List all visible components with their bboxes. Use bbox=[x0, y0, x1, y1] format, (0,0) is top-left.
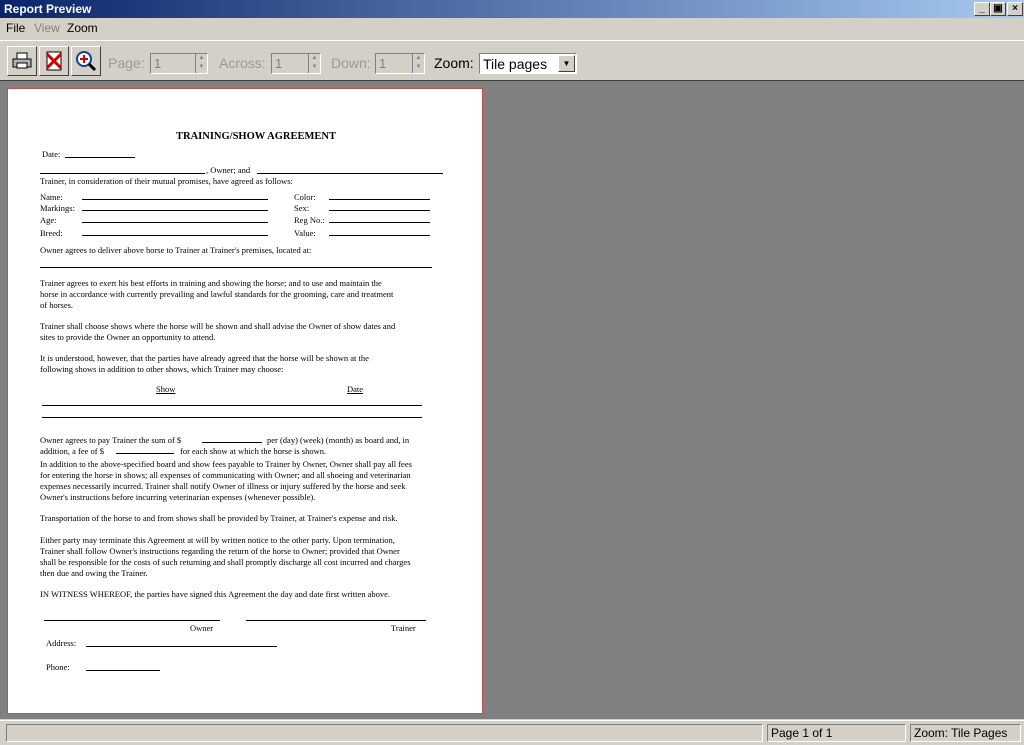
close-button[interactable]: × bbox=[1007, 2, 1023, 16]
close-document-icon bbox=[44, 51, 64, 71]
title-bar bbox=[0, 0, 1024, 18]
date-line bbox=[65, 157, 135, 158]
shows-paragraph-line2: sites to provide the Owner an opportunity to attend. bbox=[40, 332, 216, 342]
owner-signature-line bbox=[44, 620, 220, 621]
fees-paragraph-line3: expenses necessarily incurred. Trainer shall notify Owner of illness or injury suffered by the horse and seek bbox=[40, 481, 406, 491]
efforts-paragraph-line2: horse in accordance with currently prevailing and lawful standards for the grooming, care and treatment bbox=[40, 289, 394, 299]
down-spinner[interactable] bbox=[375, 53, 425, 74]
value-label: Value: bbox=[294, 228, 316, 238]
zoom-button[interactable] bbox=[71, 46, 101, 76]
markings-line bbox=[82, 210, 268, 211]
reg-no-label: Reg No.: bbox=[294, 215, 325, 225]
print-button[interactable] bbox=[7, 46, 37, 76]
across-spinner[interactable] bbox=[271, 53, 321, 74]
owner-and-text: , Owner; and bbox=[206, 165, 251, 175]
name-label: Name: bbox=[40, 192, 63, 202]
spinner-arrows-icon[interactable]: ▲ ▼ bbox=[195, 54, 207, 73]
date-column-header: Date bbox=[347, 384, 364, 394]
fees-paragraph-line4: Owner's instructions before incurring veterinarian expenses (whenever possible). bbox=[40, 492, 316, 502]
zoom-label: Zoom: bbox=[434, 55, 474, 71]
fee-text-b: for each show at which the horse is shown. bbox=[180, 446, 327, 456]
status-page-count: Page 1 of 1 bbox=[767, 724, 906, 742]
color-label: Color: bbox=[294, 192, 316, 202]
fee-text-a: addition, a fee of $ bbox=[40, 446, 104, 456]
efforts-paragraph-line3: of horses. bbox=[40, 300, 74, 310]
show-entry-line bbox=[42, 405, 422, 406]
show-column-header: Show bbox=[156, 384, 176, 394]
spinner-arrows-icon[interactable]: ▲ ▼ bbox=[412, 54, 424, 73]
across-label: Across: bbox=[219, 55, 266, 71]
page-value: 1 bbox=[154, 56, 162, 71]
owner-signature-label: Owner bbox=[190, 623, 214, 633]
across-value: 1 bbox=[275, 56, 283, 71]
fees-paragraph-line2: for entering the horse in shows; all expenses of communicating with Owner; and all shoeing and veterinarian bbox=[40, 470, 411, 480]
color-line bbox=[329, 199, 430, 200]
show-entry-line bbox=[42, 417, 422, 418]
status-message bbox=[6, 724, 763, 742]
transport-paragraph: Transportation of the horse to and from shows shall be provided by Trainer, at Trainer's expense and risk. bbox=[40, 513, 398, 523]
date-label: Date: bbox=[42, 149, 61, 159]
breed-line bbox=[82, 235, 268, 236]
terminate-paragraph-line1: Either party may terminate this Agreement at will by written notice to the other party. Upon termination, bbox=[40, 535, 395, 545]
payment-text-a: Owner agrees to pay Trainer the sum of $ bbox=[40, 435, 182, 445]
fees-paragraph-line1: In addition to the above-specified board and show fees payable to Trainer by Owner, Owner shall pay all fees bbox=[40, 459, 412, 469]
terminate-paragraph-line3: shall be responsible for the costs of such returning and shall promptly discharge all cost incurred and charges bbox=[40, 557, 411, 567]
board-sum-line bbox=[202, 442, 262, 443]
age-label: Age: bbox=[40, 215, 57, 225]
name-line bbox=[82, 199, 268, 200]
show-fee-line bbox=[116, 453, 174, 454]
zoom-select-value: Tile pages bbox=[483, 56, 548, 72]
down-label: Down: bbox=[331, 55, 371, 71]
deliver-paragraph: Owner agrees to deliver above horse to Trainer at Trainer's premises, located at: bbox=[40, 245, 312, 255]
premises-line bbox=[40, 267, 432, 268]
trainer-name-line bbox=[257, 173, 443, 174]
chevron-down-icon[interactable]: ▼ bbox=[558, 55, 575, 72]
magnifier-icon bbox=[75, 50, 97, 72]
efforts-paragraph-line1: Trainer agrees to exert his best efforts in training and showing the horse; and to use and maintain the bbox=[40, 278, 382, 288]
terminate-paragraph-line2: Trainer shall follow Owner's instructions regarding the return of the horse to Owner; provided that Owner bbox=[40, 546, 400, 556]
page-label: Page: bbox=[108, 55, 145, 71]
status-zoom: Zoom: Tile Pages bbox=[910, 724, 1021, 742]
close-preview-button[interactable] bbox=[39, 46, 69, 76]
payment-text-b: per (day) (week) (month) as board and, in bbox=[267, 435, 410, 445]
menu-view[interactable]: View bbox=[34, 21, 60, 35]
minimize-button[interactable]: _ bbox=[974, 2, 990, 16]
reg-no-line bbox=[329, 222, 430, 223]
menu-file[interactable]: File bbox=[6, 21, 26, 35]
sex-line bbox=[329, 210, 430, 211]
trainer-signature-label: Trainer bbox=[391, 623, 416, 633]
report-page bbox=[7, 88, 483, 714]
trainer-intro-text: Trainer, in consideration of their mutual promises, have agreed as follows: bbox=[40, 176, 293, 186]
menu-zoom[interactable]: Zoom bbox=[67, 21, 98, 35]
address-label: Address: bbox=[46, 638, 77, 648]
agreed-shows-line2: following shows in addition to other shows, which Trainer may choose: bbox=[40, 364, 284, 374]
preview-area[interactable] bbox=[0, 80, 1024, 719]
down-value: 1 bbox=[379, 56, 387, 71]
phone-line bbox=[86, 670, 160, 671]
trainer-signature-line bbox=[246, 620, 426, 621]
owner-line bbox=[40, 173, 205, 174]
markings-label: Markings: bbox=[40, 203, 75, 213]
phone-label: Phone: bbox=[46, 662, 70, 672]
document-title: TRAINING/SHOW AGREEMENT bbox=[176, 131, 336, 142]
witness-paragraph: IN WITNESS WHEREOF, the parties have signed this Agreement the day and date first written above. bbox=[40, 589, 391, 599]
sex-label: Sex: bbox=[294, 203, 310, 213]
menu-bar bbox=[0, 18, 1024, 38]
status-bar bbox=[0, 720, 1024, 745]
address-line bbox=[86, 646, 277, 647]
restore-button[interactable]: ▣ bbox=[990, 2, 1006, 16]
agreed-shows-line1: It is understood, however, that the parties have already agreed that the horse will be shown at the bbox=[40, 353, 369, 363]
breed-label: Breed: bbox=[40, 228, 63, 238]
shows-paragraph-line1: Trainer shall choose shows where the horse will be shown and shall advise the Owner of show dates and bbox=[40, 321, 396, 331]
page-spinner[interactable] bbox=[150, 53, 208, 74]
terminate-paragraph-line4: then due and owing the Trainer. bbox=[40, 568, 148, 578]
zoom-select[interactable] bbox=[479, 53, 577, 74]
age-line bbox=[82, 222, 268, 223]
spinner-arrows-icon[interactable]: ▲ ▼ bbox=[308, 54, 320, 73]
value-line bbox=[329, 235, 430, 236]
printer-icon bbox=[12, 52, 32, 70]
window-title: Report Preview bbox=[4, 2, 92, 16]
